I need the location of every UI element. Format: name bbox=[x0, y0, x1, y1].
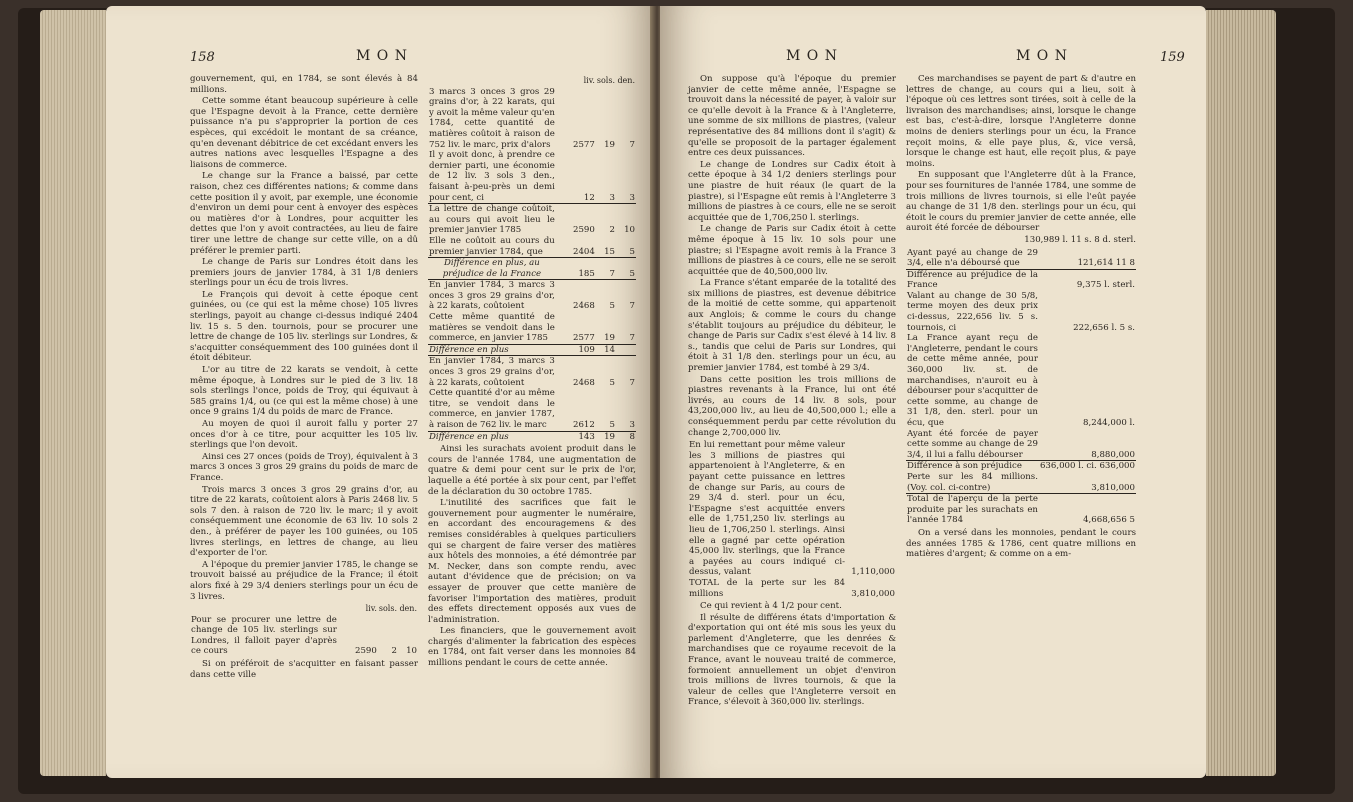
cell-den: 7 bbox=[629, 139, 635, 150]
cell-sols: 5 bbox=[596, 356, 616, 388]
cell-sols: 19 bbox=[596, 431, 616, 442]
cell-liv: 12 bbox=[583, 192, 595, 203]
paragraph: Ainsi les surachats avoient produit dans le cours de l'année 1784, une augmentation de quatre & demi pour cent sur le prix de l'or, laquelle a été portée à six pour cent, par l'effet de la déclaration du 30 octobre 1785. bbox=[428, 444, 636, 497]
paragraph: Le change sur la France a baissé, par cette raison, chez ces différentes nations; & comme dans cette position il y avoit, par exemple, une économie d'environ un demi pour cent à envoyer des espèces ou matières d'or à Londres, pour acquitter les dettes que l'on y avoit contractées, au lieu de faire tirer une lettre de change sur cette ville, on a dû préférer le premier parti. bbox=[190, 171, 418, 256]
cell-value: 222,656 l. 5 s. bbox=[1073, 322, 1135, 333]
row-label: 3 marcs 3 onces 3 gros 29 grains d'or, à 22 karats, qui y avoit la même valeur qu'en 1784, cette quantité de matières coûtoit à raison de 752 liv. le marc, prix d'alors bbox=[429, 86, 555, 150]
col-header-den: den. bbox=[617, 76, 635, 85]
cell-value: 3,810,000 bbox=[851, 588, 895, 599]
cell-sols: 2 bbox=[596, 204, 616, 236]
row-label: Différence à son préjudice bbox=[906, 461, 1039, 472]
cell-sols: 19 bbox=[604, 139, 615, 150]
cell-liv: 2404 bbox=[572, 246, 595, 257]
table-row bbox=[428, 236, 636, 258]
table-row bbox=[906, 269, 1136, 291]
table-row bbox=[428, 280, 636, 312]
difference-label: Différence en plus bbox=[428, 344, 556, 356]
row-label: TOTAL de la perte sur les 84 millions bbox=[689, 577, 845, 599]
cell-liv: 2468 bbox=[556, 356, 596, 388]
right-page-number: 159 bbox=[1160, 50, 1185, 65]
cell-liv: 2577 bbox=[572, 139, 595, 150]
table-row bbox=[906, 291, 1136, 333]
cell-value: 636,000 l. ci. 636,000 bbox=[1039, 461, 1135, 472]
row-label: En janvier 1784, 3 marcs 3 onces 3 gros 29 grains d'or, à 22 karats, coûtoient bbox=[429, 356, 555, 388]
cell-liv: 2468 bbox=[556, 280, 596, 312]
table-row bbox=[428, 87, 636, 151]
left-column-2 bbox=[428, 74, 636, 670]
ledger-table bbox=[688, 440, 896, 599]
paragraph: Le change de Paris sur Londres étoit dans les premiers jours de janvier 1784, à 31 1/8 deniers sterlings pour un écu de trois livres. bbox=[190, 257, 418, 289]
cell-sols: 5 bbox=[609, 420, 615, 430]
row-label: Elle ne coûtoit au cours du premier janvier 1784, que bbox=[429, 235, 555, 257]
cell-sols: 3 bbox=[609, 192, 615, 203]
row-label: La lettre de change coûtoit, au cours qui avoit lieu le premier janvier 1785 bbox=[429, 204, 555, 236]
cell-den: 8 bbox=[616, 431, 636, 442]
paragraph: Ainsi ces 27 onces (poids de Troy), équivalent à 3 marcs 3 onces 3 gros 29 grains du poids de marc de France. bbox=[190, 451, 418, 483]
row-label: Ayant été forcée de payer cette somme au change de 29 3/4, il lui a fallu débourser bbox=[907, 428, 1038, 460]
row-label: Total de l'aperçu de la perte produite par les surachats en l'année 1784 bbox=[907, 494, 1038, 526]
table-row bbox=[906, 248, 1136, 270]
table-row bbox=[906, 429, 1136, 461]
cell-value: 121,614 11 8 bbox=[1077, 258, 1135, 269]
paragraph: En supposant que l'Angleterre dût à la France, pour ses fournitures de l'année 1784, une somme de trois millions de livres tournois, si elle l'eût payée au change de 31 1/8 den. sterlings pour un écu, qui étoit le cours du premier janvier de cette année, elle auroit été forcée de débourser bbox=[906, 170, 1136, 234]
cell-den: 3 bbox=[629, 420, 635, 430]
paragraph: Si on préféroit de s'acquitter en faisant passer dans cette ville bbox=[190, 659, 418, 680]
cell-value: 1,110,000 bbox=[851, 567, 895, 578]
paragraph: Trois marcs 3 onces 3 gros 29 grains d'or, au titre de 22 karats, coûtoient alors à Paris 2468 liv. 5 sols 7 den. à raison de 720 liv. le marc; il y avoit conséquemment une économie de 63 liv. 10 sols 2 den., à préférer de payer les 100 guinées, ou 105 livres sterlings, en lettres de change, au lieu d'exporter de l'or. bbox=[190, 484, 418, 559]
cell-den: 5 bbox=[616, 258, 636, 280]
ledger-table bbox=[428, 76, 636, 442]
cell-den bbox=[616, 344, 636, 356]
right-column-1 bbox=[688, 74, 896, 709]
table-row bbox=[906, 494, 1136, 526]
right-running-head: M O N bbox=[786, 48, 838, 64]
difference-row bbox=[428, 431, 636, 442]
ledger-table bbox=[190, 604, 418, 657]
col-header-sols: sols. bbox=[596, 76, 615, 85]
difference-row bbox=[428, 344, 636, 356]
paragraph: On a versé dans les monnoies, pendant le cours des années 1785 & 1786, cent quatre millions en matières d'argent; & comme on a em- bbox=[906, 527, 1136, 560]
paragraph: Au moyen de quoi il auroit fallu y porter 27 onces d'or à ce titre, pour acquitter les 105 liv. sterlings que l'on devoit. bbox=[190, 419, 418, 451]
row-label: La France ayant reçu de l'Angleterre, pendant le cours de cette même année, pour 360,000 liv. st. de marchandises, n'auroit eu à débourser pour s'acquitter de cette somme, au change de 31 1/8, den. sterl. pour un écu, que bbox=[907, 333, 1038, 428]
paragraph: Le change de Londres sur Cadix étoit à cette époque à 34 1/2 deniers sterlings pour une piastre de huit réaux (le quart de la piastre), si l'Espagne eût remis à l'Angleterre 3 millions de piastres à ce cours, elle ne se seroit acquittée que de 1,706,250 l. sterlings. bbox=[688, 159, 896, 223]
value-line: 130,989 l. 11 s. 8 d. sterl. bbox=[1024, 234, 1136, 245]
table-row bbox=[688, 440, 896, 578]
table-row bbox=[190, 615, 418, 657]
row-label: Perte sur les 84 millions. (Voy. col. ci-contre) bbox=[907, 471, 1038, 493]
cell-liv: 2590 bbox=[354, 646, 377, 657]
table-row bbox=[428, 312, 636, 344]
table-row bbox=[906, 333, 1136, 428]
paragraph: Ce qui revient à 4 1/2 pour cent. bbox=[700, 601, 842, 612]
paragraph: On suppose qu'à l'époque du premier janvier de cette même année, l'Espagne se trouvoit dans la nécessité de payer, à valoir sur ce qu'elle devoit à la France & à l'Angleterre, une somme de six millions de piastres, (valeur représentative des 84 millions dont il s'agit) & qu'elle se proposoit de la partager également entre ces deux puissances. bbox=[688, 74, 896, 159]
cell-value: 4,668,656 5 bbox=[1039, 494, 1136, 526]
table-row bbox=[428, 388, 636, 431]
paragraph: Le change de Paris sur Cadix étoit à cette même époque à 15 liv. 10 sols pour une piastre; si l'Espagne avoit remis à la France 3 millions de piastres à ce cours, elle ne se seroit acquittée que de 40,500,000 liv. bbox=[688, 224, 896, 277]
cell-value: 8,880,000 bbox=[1091, 449, 1135, 460]
difference-label: Différence en plus, au préjudice de la France bbox=[428, 258, 556, 280]
row-label: Valant au change de 30 5/8, terme moyen des deux prix ci-dessus, 222,656 liv. 5 s. tournois, ci bbox=[907, 290, 1038, 333]
cell-den: 7 bbox=[629, 333, 635, 344]
paragraph: Il résulte de différens états d'importation & d'exportation qui ont été mis sous les yeux du parlement d'Angleterre, que les denrées & marchandises que ce royaume recevoit de la France, avant le nouveau traité de commerce, formoient annuellement un objet d'environ trois millions de livres tournois, & que la valeur de celles que l'Angleterre versoit en France, s'élevoit à 360,000 liv. sterlings. bbox=[688, 612, 896, 708]
col-header-liv: liv. bbox=[365, 604, 377, 614]
cell-den: 7 bbox=[616, 280, 636, 312]
row-label: Cette quantité d'or au même titre, se vendoit dans le commerce, en janvier 1787, à raison de 762 liv. le marc bbox=[429, 388, 555, 430]
paragraph: Cette somme étant beaucoup supérieure à celle que l'Espagne devoit à la France, cette dernière puissance n'a pu s'approprier la portion de ces espèces, qui excédoit le montant de sa créance, qu'en devenant débitrice de cet excédant envers les autres nations avec lesquelles l'Espagne a des liaisons de commerce. bbox=[190, 96, 418, 170]
cell-value: 8,244,000 l. bbox=[1083, 418, 1135, 428]
paragraph: Dans cette position les trois millions de piastres revenants à la France, lui ont été livrés, au cours de 14 liv. 8 sols, pour 43,200,000 liv., au lieu de 40,500,000 l.; elle a conséquemment perdu par cette révolution du change 2,700,000 liv. bbox=[688, 374, 896, 438]
left-page bbox=[106, 6, 654, 778]
row-label: Différence au préjudice de la France bbox=[907, 269, 1038, 291]
cell-liv: 2577 bbox=[572, 333, 595, 344]
difference-label: Différence en plus bbox=[428, 431, 556, 442]
left-page-edges bbox=[40, 10, 106, 776]
row-label: Il y avoit donc, à prendre ce dernier parti, une économie de 12 liv. 3 sols 3 den., faisant à-peu-près un demi pour cent, ci bbox=[429, 150, 555, 203]
row-label: Ayant payé au change de 29 3/4, elle n'a déboursé que bbox=[907, 247, 1038, 269]
cell-liv: 2612 bbox=[572, 420, 595, 430]
paragraph: La France s'étant emparée de la totalité des six millions de piastres, est devenue débitrice de la moitié de cette somme, qui appartenoit aux Anglois; & comme le cours du change s'établit toujours au préjudice du débiteur, le change de Paris sur Cadix s'est élevé à 14 liv. 8 s., tandis que celui de Paris sur Londres, qui étoit à 31 1/8 den. sterlings pour un écu, au premier janvier 1784, est tombé à 29 3/4. bbox=[688, 278, 896, 374]
table-row bbox=[906, 461, 1136, 472]
paragraph: Le François qui devoit à cette époque cent guinées, ou (ce qui est la même chose) 105 livres sterlings, payoit au change ci-dessus indiqué 2404 liv. 15 s. 5 den. tournois, pour se procurer une lettre de change de 105 liv. sterlings sur Londres, & s'acquitter conséquemment des 100 guinées dont il étoit débiteur. bbox=[190, 289, 418, 364]
row-label: En lui remettant pour même valeur les 3 millions de piastres qui appartenoient à l'Angleterre, & en payant cette puissance en lettres de change sur Paris, au cours de 29 3/4 d. sterl. pour un écu, l'Espagne s'est acquittée envers elle de 1,751,250 liv. sterlings au lieu de 1,706,250 l. sterlings. Ainsi elle a gagné par cette opération 45,000 liv. sterlings, que la France a payées au cours indiqué ci-dessus, valant bbox=[689, 440, 845, 578]
table-row bbox=[906, 472, 1136, 494]
table-row bbox=[428, 356, 636, 388]
cell-value: 3,810,000 bbox=[1091, 482, 1135, 493]
cell-sols: 5 bbox=[596, 280, 616, 312]
cell-liv: 185 bbox=[556, 258, 596, 280]
cell-den: 10 bbox=[616, 204, 636, 236]
difference-row bbox=[428, 258, 636, 280]
ledger-table bbox=[906, 248, 1136, 526]
cell-sols: 14 bbox=[596, 344, 616, 356]
cell-den: 10 bbox=[406, 646, 417, 657]
cell-liv: 2590 bbox=[556, 204, 596, 236]
col-header-liv: liv. bbox=[583, 76, 595, 85]
paragraph: A l'époque du premier janvier 1785, le change se trouvoit baissé au préjudice de la France; il étoit alors fixé à 29 3/4 deniers sterlings pour un écu de 3 livres. bbox=[190, 559, 418, 602]
cell-liv: 109 bbox=[556, 344, 596, 356]
right-column-2 bbox=[906, 74, 1136, 561]
paragraph: Ces marchandises se payent de part & d'autre en lettres de change, au cours qui a lieu, soit à l'époque où ces lettres sont tirées, soit à celle de la livraison des marchandises; ainsi, lorsque le change est bas, c'est-à-dire, lorsque l'Angleterre donne moins de deniers sterlings pour un écu, la France reçoit moins, & elle paye plus, &, vice versâ, lorsque le change est haut, elle reçoit plus, & paye moins. bbox=[906, 74, 1136, 169]
table-row bbox=[428, 150, 636, 203]
total-row bbox=[688, 578, 896, 599]
paragraph: gouvernement, qui, en 1784, se sont élevés à 84 millions. bbox=[190, 74, 418, 95]
left-page-number: 158 bbox=[190, 50, 215, 65]
col-header-sols: sols. bbox=[378, 604, 397, 614]
cell-sols: 2 bbox=[391, 646, 397, 657]
cell-den: 5 bbox=[629, 246, 635, 257]
cell-value: 9,375 l. sterl. bbox=[1039, 269, 1136, 291]
cell-sols: 7 bbox=[596, 258, 616, 280]
paragraph: L'or au titre de 22 karats se vendoit, à cette même époque, à Londres sur le pied de 3 liv. 18 sols sterlings l'once, poids de Troy, qui équivaut à 585 grains 1/4, ou (ce qui est la même chose) à une once 9 grains 1/4 du poids de marc de France. bbox=[190, 365, 418, 418]
left-running-head: M O N bbox=[356, 48, 408, 64]
paragraph: Les financiers, que le gouvernement avoit chargés d'alimenter la fabrication des espèces en 1784, ont fait verser dans les monnoies 84 millions pendant le cours de cette année. bbox=[428, 626, 636, 669]
cell-liv: 143 bbox=[556, 431, 596, 442]
row-label: Cette même quantité de matières se vendoit dans le commerce, en janvier 1785 bbox=[429, 312, 555, 344]
paragraph: L'inutilité des sacrifices que fait le gouvernement pour augmenter le numéraire, en accordant des encouragemens & des remises considérables à quelques particuliers qui se chargent de faire verser des matières aux hôtels des monnoies, a été démontrée par M. Necker, dans son compte rendu, avec autant d'évidence que de précision; on va essayer de prouver que cette manière de favoriser l'importation des matières, produit des effets directement opposés aux vues de l'administration. bbox=[428, 498, 636, 625]
cell-sols: 19 bbox=[604, 333, 615, 344]
right-page bbox=[660, 6, 1206, 778]
col-header-den: den. bbox=[399, 604, 417, 614]
right-page-edges bbox=[1206, 10, 1276, 776]
cell-sols: 15 bbox=[604, 246, 615, 257]
left-column-1 bbox=[190, 74, 418, 681]
row-label: En janvier 1784, 3 marcs 3 onces 3 gros 29 grains d'or, à 22 karats, coûtoient bbox=[429, 280, 555, 312]
cell-den: 3 bbox=[629, 192, 635, 203]
table-row bbox=[428, 204, 636, 236]
right-running-head-2: M O N bbox=[1016, 48, 1068, 64]
row-label: Pour se procurer une lettre de change de 105 liv. sterlings sur Londres, il falloit payer d'après ce cours bbox=[191, 614, 337, 657]
cell-den: 7 bbox=[616, 356, 636, 388]
